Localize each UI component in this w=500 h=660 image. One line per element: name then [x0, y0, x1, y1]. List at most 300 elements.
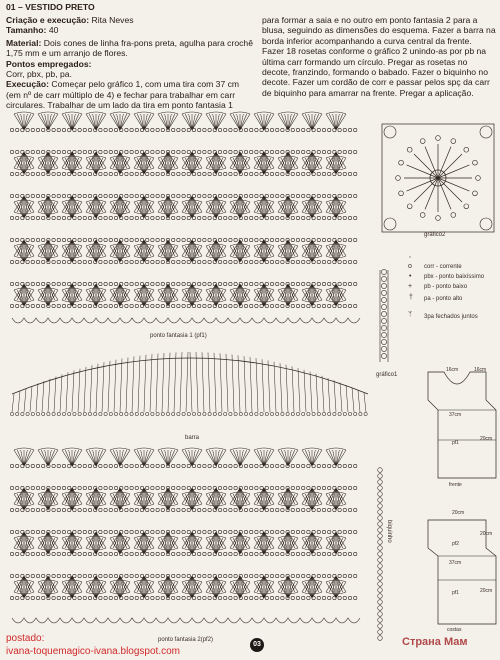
chain-stitch-mark [78, 486, 81, 489]
biquinho-picot-mark [378, 594, 383, 599]
chain-stitch-mark [68, 464, 71, 467]
chain-stitch-mark [192, 128, 195, 131]
chain-stitch-mark [104, 128, 107, 131]
chain-stitch-mark [234, 282, 237, 285]
chain-stitch-mark [156, 508, 159, 511]
chain-stitch-mark [83, 172, 86, 175]
chain-stitch-mark [146, 150, 149, 153]
chain-stitch-mark [307, 216, 310, 219]
chain-stitch-mark [10, 172, 13, 175]
chain-stitch-mark [244, 574, 247, 577]
chain-stitch-mark [343, 304, 346, 307]
chain-stitch-mark [255, 486, 258, 489]
chain-stitch-mark [156, 172, 159, 175]
chain-stitch-mark [229, 464, 232, 467]
chain-stitch-mark [333, 238, 336, 241]
page-number: 03 [250, 638, 264, 652]
chain-stitch-mark [198, 128, 201, 131]
chain-stitch-mark [218, 260, 221, 263]
chain-stitch-mark [62, 194, 65, 197]
chain-stitch-mark [218, 238, 221, 241]
chain-stitch-mark [244, 486, 247, 489]
chain-stitch-mark [177, 508, 180, 511]
chain-stitch-mark [146, 596, 149, 599]
chain-stitch-mark [307, 412, 310, 415]
chain-stitch-mark [255, 194, 258, 197]
chain-stitch-mark [198, 530, 201, 533]
chain-stitch-mark [21, 412, 24, 415]
chain-stitch-mark [296, 530, 299, 533]
chain-stitch-mark [312, 216, 315, 219]
chain-stitch-mark [104, 260, 107, 263]
chain-stitch-mark [312, 596, 315, 599]
chain-stitch-mark [68, 150, 71, 153]
chain-stitch-mark [114, 194, 117, 197]
biquinho-picot-mark [378, 636, 383, 641]
chain-stitch-mark [99, 486, 102, 489]
chain-stitch-mark [36, 194, 39, 197]
chain-stitch-mark [21, 216, 24, 219]
chain-stitch-mark [281, 150, 284, 153]
blog-link[interactable]: ivana-toquemagico-ivana.blogspot.com [6, 646, 180, 657]
chain-stitch-mark [354, 508, 357, 511]
rosette-corner-loop [384, 126, 396, 138]
chain-stitch-mark [135, 508, 138, 511]
chain-stitch-mark [26, 508, 29, 511]
chain-stitch-mark [229, 282, 232, 285]
chain-stitch-mark [182, 260, 185, 263]
chain-stitch-mark [156, 530, 159, 533]
chain-stitch-mark [151, 216, 154, 219]
chain-stitch-mark [354, 552, 357, 555]
chain-stitch-mark [140, 260, 143, 263]
chain-stitch-mark [260, 194, 263, 197]
chain-stitch-mark [317, 238, 320, 241]
chain-stitch-mark [338, 172, 341, 175]
chain-stitch-mark [151, 238, 154, 241]
chain-stitch-mark [229, 530, 232, 533]
chain-stitch-mark [88, 238, 91, 241]
chain-stitch-mark [26, 596, 29, 599]
chain-stitch-mark [312, 172, 315, 175]
chain-stitch-mark [260, 238, 263, 241]
chain-stitch-mark [109, 486, 112, 489]
chain-stitch-mark [317, 486, 320, 489]
chain-stitch-mark [187, 216, 190, 219]
chain-stitch-mark [229, 596, 232, 599]
chain-stitch-mark [224, 486, 227, 489]
chain-stitch-mark [276, 172, 279, 175]
grafico2-label: gráfico2 [424, 232, 446, 238]
chain-stitch-mark [276, 128, 279, 131]
single-crochet-symbol-icon: + [408, 283, 413, 290]
chain-stitch-mark [42, 552, 45, 555]
chain-stitch-mark [302, 530, 305, 533]
chain-stitch-mark [354, 216, 357, 219]
chain-stitch-mark [21, 304, 24, 307]
chain-stitch-mark [338, 552, 341, 555]
chain-stitch-mark [21, 128, 24, 131]
chain-stitch-mark [57, 150, 60, 153]
chain-stitch-mark [307, 282, 310, 285]
chain-stitch-mark [114, 150, 117, 153]
chain-stitch-mark [203, 260, 206, 263]
chain-stitch-mark [10, 194, 13, 197]
chain-stitch-mark [296, 552, 299, 555]
chain-stitch-mark [281, 194, 284, 197]
chain-stitch-mark [83, 464, 86, 467]
chain-stitch-mark [156, 574, 159, 577]
chain-stitch-mark [88, 282, 91, 285]
chain-stitch-mark [260, 552, 263, 555]
strip-edge [380, 270, 388, 362]
chain-stitch-mark [88, 412, 91, 415]
double-crochet-symbol-icon: † [409, 294, 413, 301]
chain-stitch-mark [250, 128, 253, 131]
chain-stitch-mark [281, 486, 284, 489]
chain-stitch-mark [151, 464, 154, 467]
chain-stitch-mark [208, 260, 211, 263]
chain-stitch-mark [146, 486, 149, 489]
chain-stitch-mark [68, 412, 71, 415]
chain-stitch-mark [125, 238, 128, 241]
chain-stitch-mark [78, 238, 81, 241]
chain-stitch-mark [73, 304, 76, 307]
chain-stitch-mark [276, 216, 279, 219]
chain-stitch-mark [317, 552, 320, 555]
chain-stitch-mark [182, 128, 185, 131]
chain-stitch-mark [302, 260, 305, 263]
chain-stitch-mark [31, 282, 34, 285]
chain-stitch-mark [224, 464, 227, 467]
chain-stitch-mark [177, 464, 180, 467]
chain-stitch-mark [276, 508, 279, 511]
chain-stitch-mark [260, 128, 263, 131]
chain-stitch-mark [208, 486, 211, 489]
chain-stitch-mark [42, 596, 45, 599]
chain-stitch-mark [26, 238, 29, 241]
chain-stitch-mark [322, 216, 325, 219]
chain-stitch-mark [83, 128, 86, 131]
chain-stitch-mark [307, 304, 310, 307]
chain-stitch-mark [281, 304, 284, 307]
chain-stitch-mark [317, 194, 320, 197]
chain-stitch-mark [88, 194, 91, 197]
dim-label: pf2 [452, 541, 459, 547]
chain-stitch-mark [333, 464, 336, 467]
chain-stitch-mark [348, 282, 351, 285]
chain-stitch-mark [36, 596, 39, 599]
chain-stitch-mark [229, 486, 232, 489]
chain-stitch-mark [88, 596, 91, 599]
chain-stitch-mark [265, 216, 268, 219]
chain-stitch-mark [73, 128, 76, 131]
chain-stitch-mark [229, 508, 232, 511]
chain-stitch-mark [10, 508, 13, 511]
chain-stitch-mark [172, 304, 175, 307]
chain-stitch-mark [83, 150, 86, 153]
chain-stitch-mark [78, 172, 81, 175]
chain-stitch-mark [187, 552, 190, 555]
chain-stitch-mark [140, 486, 143, 489]
chain-stitch-mark [265, 172, 268, 175]
chain-stitch-mark [31, 238, 34, 241]
chain-stitch-mark [62, 596, 65, 599]
chain-stitch-mark [78, 508, 81, 511]
chain-stitch-mark [333, 304, 336, 307]
chain-stitch-mark [328, 216, 331, 219]
chain-stitch-mark [354, 282, 357, 285]
chain-stitch-mark [203, 216, 206, 219]
chain-stitch-mark [322, 304, 325, 307]
chain-stitch-mark [104, 194, 107, 197]
chain-stitch-mark [312, 150, 315, 153]
chain-stitch-mark [130, 150, 133, 153]
chain-stitch-mark [146, 412, 149, 415]
chain-stitch-mark [83, 530, 86, 533]
chain-stitch-mark [187, 304, 190, 307]
chain-stitch-mark [26, 412, 29, 415]
chain-stitch-mark [99, 238, 102, 241]
chain-stitch-mark [317, 530, 320, 533]
chain-stitch-mark [135, 260, 138, 263]
chain-stitch-mark [333, 282, 336, 285]
front-schematic-outline [428, 372, 496, 478]
chain-stitch-mark [83, 552, 86, 555]
chain-stitch-mark [52, 530, 55, 533]
chain-stitch-mark [255, 150, 258, 153]
chain-stitch-mark [109, 150, 112, 153]
chain-stitch-mark [57, 304, 60, 307]
chain-stitch-mark [302, 304, 305, 307]
chain-stitch-mark [31, 194, 34, 197]
chain-stitch-mark [312, 552, 315, 555]
chain-stitch-mark [36, 574, 39, 577]
strip-chain-mark [381, 269, 386, 274]
chain-stitch-mark [343, 128, 346, 131]
chain-stitch-mark [125, 412, 128, 415]
chain-stitch-mark [348, 216, 351, 219]
chain-stitch-mark [151, 412, 154, 415]
rosette-chain-mark [473, 191, 478, 196]
chain-stitch-mark [177, 282, 180, 285]
chain-stitch-mark [78, 260, 81, 263]
chain-stitch-mark [125, 194, 128, 197]
chain-stitch-mark [125, 486, 128, 489]
chain-stitch-mark [73, 464, 76, 467]
chain-stitch-mark [114, 282, 117, 285]
chain-stitch-mark [338, 128, 341, 131]
chain-stitch-mark [161, 172, 164, 175]
chain-stitch-mark [328, 486, 331, 489]
chain-stitch-mark [333, 260, 336, 263]
chain-stitch-mark [42, 508, 45, 511]
strip-chain-mark [381, 346, 386, 351]
chain-stitch-mark [135, 304, 138, 307]
chain-stitch-mark [10, 238, 13, 241]
chain-stitch-mark [36, 412, 39, 415]
chain-stitch-mark [52, 172, 55, 175]
chain-stitch-mark [21, 464, 24, 467]
dim-label: 16cm [474, 367, 487, 373]
chain-stitch-mark [260, 260, 263, 263]
chain-stitch-mark [21, 574, 24, 577]
chain-stitch-mark [156, 486, 159, 489]
biquinho-picot-mark [378, 468, 383, 473]
chain-stitch-mark [250, 530, 253, 533]
chain-stitch-mark [348, 464, 351, 467]
chain-stitch-mark [172, 172, 175, 175]
chain-stitch-mark [68, 216, 71, 219]
chain-stitch-mark [114, 596, 117, 599]
chain-stitch-mark [296, 238, 299, 241]
chain-stitch-mark [83, 216, 86, 219]
chain-stitch-mark [296, 282, 299, 285]
chain-stitch-mark [187, 260, 190, 263]
chain-stitch-mark [42, 530, 45, 533]
chain-stitch-mark [146, 464, 149, 467]
rosette-petal-stroke [414, 178, 438, 202]
chain-stitch-mark [68, 238, 71, 241]
strip-chain-mark [381, 304, 386, 309]
chain-stitch-mark [270, 464, 273, 467]
chain-stitch-mark [270, 282, 273, 285]
chain-stitch-mark [343, 530, 346, 533]
chain-stitch-mark [109, 530, 112, 533]
chain-stitch-mark [99, 552, 102, 555]
chain-stitch-mark [73, 486, 76, 489]
chain-stitch-mark [182, 508, 185, 511]
chain-stitch-mark [192, 282, 195, 285]
chain-stitch-mark [250, 464, 253, 467]
chain-stitch-mark [307, 596, 310, 599]
chain-stitch-mark [151, 304, 154, 307]
chain-stitch-mark [161, 412, 164, 415]
chain-stitch-mark [88, 260, 91, 263]
chain-stitch-mark [172, 530, 175, 533]
chain-stitch-mark [62, 238, 65, 241]
biquinho-picot-mark [378, 552, 383, 557]
chain-stitch-mark [52, 128, 55, 131]
strip-chain-mark [381, 311, 386, 316]
chain-stitch-mark [328, 464, 331, 467]
legend-item: pa - ponto alto [424, 296, 463, 302]
chain-stitch-mark [348, 508, 351, 511]
chain-stitch-mark [68, 552, 71, 555]
chain-stitch-mark [172, 574, 175, 577]
chain-stitch-mark [88, 530, 91, 533]
rosette-corner-loop [384, 218, 396, 230]
chain-stitch-mark [109, 260, 112, 263]
chain-stitch-mark [322, 282, 325, 285]
chain-stitch-mark [99, 282, 102, 285]
chain-stitch-mark [73, 172, 76, 175]
chain-stitch-mark [322, 486, 325, 489]
chain-stitch-mark [192, 412, 195, 415]
chain-stitch-mark [208, 150, 211, 153]
chain-stitch-mark [187, 574, 190, 577]
chain-stitch-mark [125, 464, 128, 467]
chain-stitch-mark [172, 412, 175, 415]
chain-stitch-mark [296, 464, 299, 467]
chain-stitch-mark [156, 216, 159, 219]
chain-stitch-mark [151, 508, 154, 511]
chain-stitch-mark [255, 304, 258, 307]
chain-stitch-mark [36, 238, 39, 241]
chain-stitch-mark [83, 412, 86, 415]
chain-stitch-mark [52, 238, 55, 241]
chain-stitch-mark [187, 238, 190, 241]
chain-stitch-mark [36, 530, 39, 533]
chain-stitch-mark [10, 216, 13, 219]
chain-stitch-mark [177, 530, 180, 533]
pf2-label: ponto fantasia 2(pf2) [158, 637, 214, 643]
chain-stitch-mark [94, 412, 97, 415]
chain-stitch-mark [16, 172, 19, 175]
chain-stitch-mark [307, 194, 310, 197]
chain-stitch-mark [218, 216, 221, 219]
chain-stitch-mark [208, 596, 211, 599]
chain-stitch-mark [62, 282, 65, 285]
chain-stitch-mark [73, 238, 76, 241]
chain-stitch-mark [265, 194, 268, 197]
chain-stitch-mark [104, 596, 107, 599]
chain-stitch-mark [291, 260, 294, 263]
chain-stitch-mark [177, 194, 180, 197]
chain-stitch-mark [255, 530, 258, 533]
chain-stitch-mark [109, 596, 112, 599]
chain-stitch-mark [21, 508, 24, 511]
chain-stitch-mark [192, 530, 195, 533]
chain-stitch-mark [192, 172, 195, 175]
shell-fan-row [10, 448, 357, 468]
chain-stitch-mark [52, 596, 55, 599]
chain-stitch-mark [125, 530, 128, 533]
chain-stitch-mark [208, 172, 211, 175]
chain-stitch-mark [343, 596, 346, 599]
barra-chart [10, 352, 368, 416]
rosette-chain-mark [407, 147, 412, 152]
chain-stitch-mark [161, 282, 164, 285]
chain-stitch-mark [26, 260, 29, 263]
chain-stitch-mark [88, 486, 91, 489]
chain-stitch-mark [16, 508, 19, 511]
shell-fan-strokes [14, 448, 346, 466]
chain-stitch-mark [31, 508, 34, 511]
chain-stitch-mark [348, 194, 351, 197]
chain-stitch-mark [99, 412, 102, 415]
chain-stitch-mark [244, 128, 247, 131]
chain-stitch-mark [291, 238, 294, 241]
dim-label: 20cm [452, 510, 465, 516]
chain-stitch-mark [229, 216, 232, 219]
chain-stitch-mark [125, 128, 128, 131]
chain-stitch-mark [317, 304, 320, 307]
chain-stitch-mark [208, 412, 211, 415]
chain-stitch-mark [62, 128, 65, 131]
chain-stitch-mark [281, 464, 284, 467]
chain-stitch-mark [88, 216, 91, 219]
chain-stitch-mark [109, 128, 112, 131]
chain-stitch-mark [291, 552, 294, 555]
chain-stitch-mark [16, 574, 19, 577]
chain-stitch-mark [182, 282, 185, 285]
chain-stitch-mark [302, 172, 305, 175]
chain-stitch-mark [130, 128, 133, 131]
chain-stitch-mark [224, 260, 227, 263]
chain-stitch-mark [125, 216, 128, 219]
chain-stitch-mark [36, 304, 39, 307]
